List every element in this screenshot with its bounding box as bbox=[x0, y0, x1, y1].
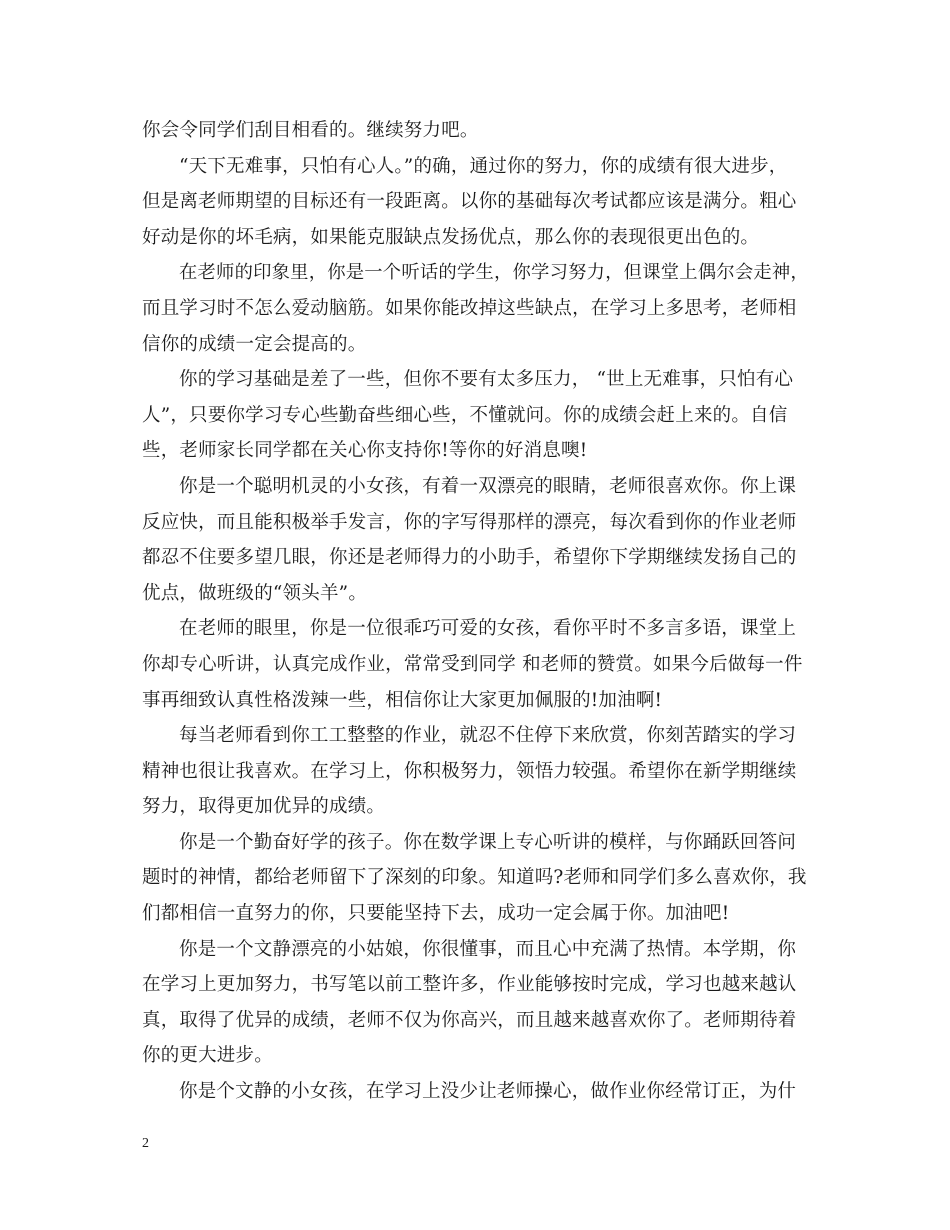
text-line: 信你的成绩一定会提高的。 bbox=[142, 333, 367, 355]
text-line: 些，老师家长同学都在关心你支持你!等你的好消息噢! bbox=[142, 440, 588, 462]
paragraph-first-line: “天下无难事，只怕有心人。”的确，通过你的努力，你的成绩有很大进步， bbox=[179, 155, 788, 177]
text-line: 精神也很让我喜欢。在学习上，你积极努力，领悟力较强。希望你在新学期继续 bbox=[142, 760, 797, 782]
paragraph-first-line: 在老师的眼里，你是一位很乖巧可爱的女孩，看你平时不多言多语，课堂上 bbox=[179, 618, 797, 640]
paragraph-first-line: 在老师的印象里，你是一个听话的学生，你学习努力，但课堂上偶尔会走神， bbox=[179, 262, 809, 284]
text-line: 事再细致认真性格泼辣一些，相信你让大家更加佩服的!加油啊! bbox=[142, 689, 663, 711]
paragraph-first-line: 你是一个勤奋好学的孩子。你在数学课上专心听讲的模样，与你踊跃回答问 bbox=[179, 831, 797, 853]
text-line: 在学习上更加努力，书写笔以前工整许多，作业能够按时完成，学习也越来越认 bbox=[142, 974, 797, 996]
text-line: 真，取得了优异的成绩，老师不仅为你高兴，而且越来越喜欢你了。老师期待着 bbox=[142, 1009, 797, 1031]
paragraph-first-line: 你是个文静的小女孩，在学习上没少让老师操心，做作业你经常订正，为什 bbox=[179, 1081, 797, 1103]
text-line: 你却专心听讲，认真完成作业，常常受到同学 和老师的赞赏。如果今后做每一件 bbox=[142, 653, 803, 675]
text-line: 但是离老师期望的目标还有一段距离。以你的基础每次考试都应该是满分。粗心 bbox=[142, 191, 797, 213]
text-line: 好动是你的坏毛病，如果能克服缺点发扬优点，那么你的表现很更出色的。 bbox=[142, 226, 760, 248]
text-line: 努力，取得更加优异的成绩。 bbox=[142, 796, 386, 818]
text-line: 而且学习时不怎么爱动脑筋。如果你能改掉这些缺点，在学习上多思考，老师相 bbox=[142, 297, 797, 319]
text-line: 人”，只要你学习专心些勤奋些细心些，不懂就问。你的成绩会赶上来的。自信 bbox=[142, 404, 788, 426]
text-line: 反应快，而且能积极举手发言，你的字写得那样的漂亮，每次看到你的作业老师 bbox=[142, 511, 797, 533]
text-line: 都忍不住要多望几眼，你还是老师得力的小助手，希望你下学期继续发扬自己的 bbox=[142, 547, 797, 569]
page-number: 2 bbox=[142, 1136, 149, 1151]
document-body bbox=[142, 113, 809, 1110]
text-line: 你会令同学们刮目相看的。继续努力吧。 bbox=[142, 120, 479, 141]
paragraph-first-line: 每当老师看到你工工整整的作业，就忍不住停下来欣赏，你刻苦踏实的学习 bbox=[179, 725, 797, 747]
paragraph-first-line: 你是一个聪明机灵的小女孩，有着一双漂亮的眼睛，老师很喜欢你。你上课 bbox=[179, 475, 797, 497]
text-line: 题时的神情，都给老师留下了深刻的印象。知道吗?老师和同学们多么喜欢你，我 bbox=[142, 867, 807, 889]
text-line: 优点，做班级的“领头羊”。 bbox=[142, 582, 368, 604]
text-line: 们都相信一直努力的你，只要能坚持下去，成功一定会属于你。加油吧! bbox=[142, 903, 730, 925]
text-line: 你的更大进步。 bbox=[142, 1045, 273, 1067]
paragraph-first-line: 你是一个文静漂亮的小姑娘，你很懂事，而且心中充满了热情。本学期，你 bbox=[179, 938, 797, 960]
paragraph-first-line: 你的学习基础是差了一些，但你不要有太多压力， “世上无难事，只怕有心 bbox=[179, 369, 794, 391]
